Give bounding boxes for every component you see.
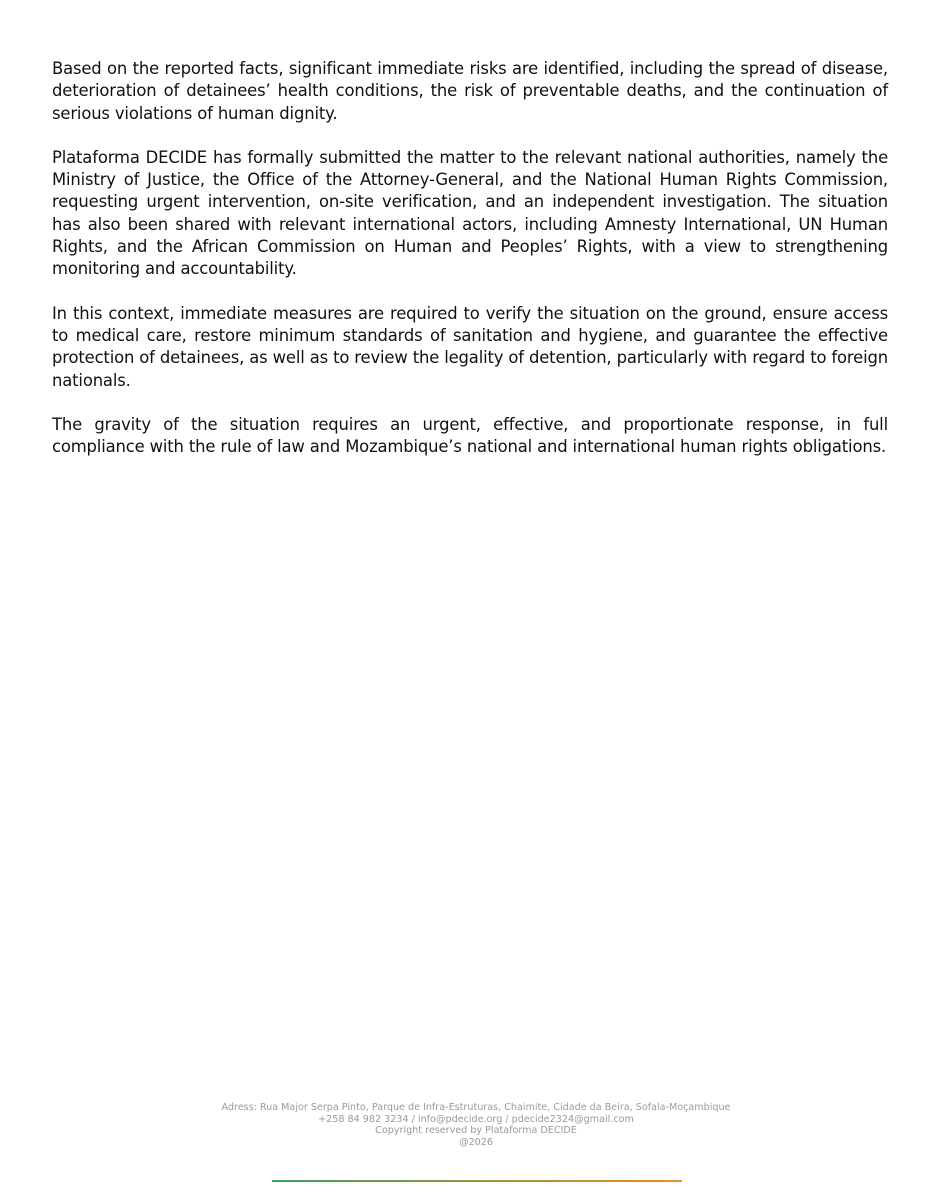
paragraph-measures: In this context, immediate measures are required to verify the situation on the ground, ensure access to medical care, restore minimum standards of sanitation and hygiene, and guarantee the effective protection of detainees, as well as to review the legality of detention, particularly with regard to foreign nationals. [52, 303, 888, 390]
footer-address: Adress: Rua Major Serpa Pinto, Parque de Infra-Estruturas, Chaimite, Cidade da Beira, Sofala-Moçambique [221, 1102, 731, 1113]
footer-copyright: Copyright reserved by Plataforma DECIDE [375, 1125, 577, 1137]
footer-year: @2026 [458, 1136, 493, 1148]
footer-contact: +258 84 982 3234 / info@pdecide.org / pdecide2324@gmail.com [318, 1113, 634, 1125]
document-body [52, 58, 888, 480]
paragraph-gravity: The gravity of the situation requires an urgent, effective, and proportionate response, in full compliance with the rule of law and Mozambique’s national and international human rights obligations. [52, 414, 888, 457]
paragraph-authorities: Plataforma DECIDE has formally submitted the matter to the relevant national authorities, namely the Ministry of Justice, the Office of the Attorney-General, and the National Human Rights Commission, requesting urgent intervention, on-site verification, and an independent investigation. The situation has also been shared with relevant international actors, including Amnesty International, UN Human Rights, and the African Commission on Human and Peoples’ Rights, with a view to strengthening monitoring and accountability. [52, 147, 888, 279]
paragraph-risks: Based on the reported facts, significant immediate risks are identified, including the spread of disease, deterioration of detainees’ health conditions, the risk of preventable deaths, and the continuation of serious violations of human dignity. [52, 59, 888, 123]
footer-divider [272, 1180, 682, 1182]
page-footer [0, 1102, 952, 1148]
